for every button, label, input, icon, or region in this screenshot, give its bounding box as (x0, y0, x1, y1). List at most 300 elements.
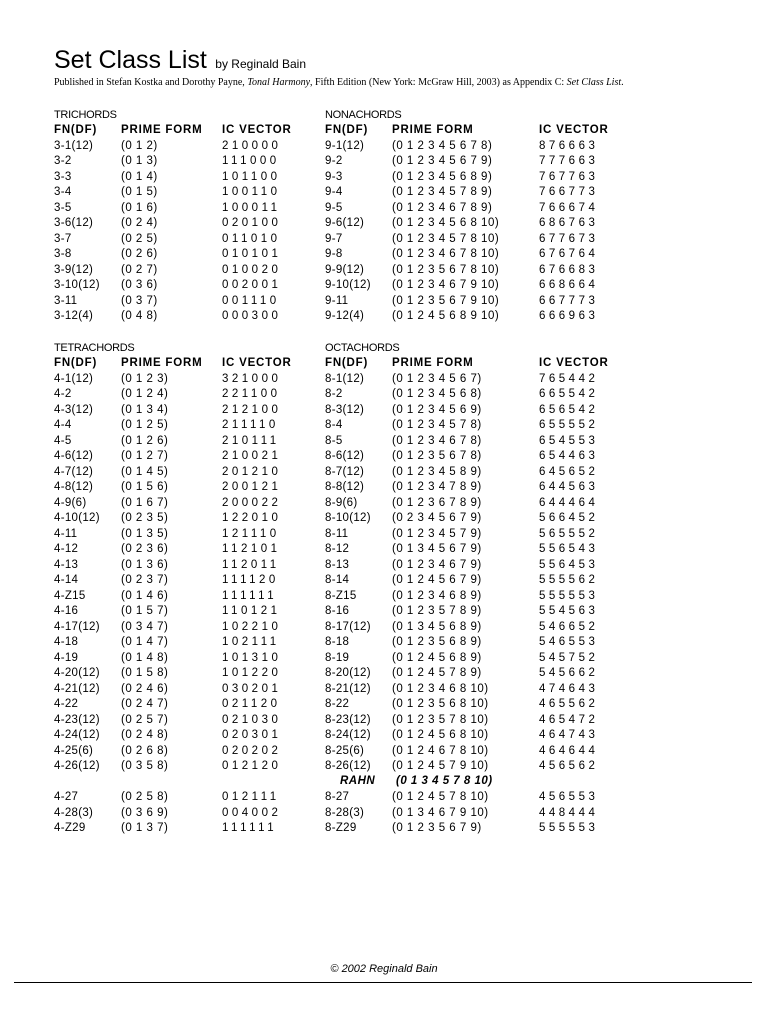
forte-name: 8-22 (325, 698, 350, 710)
prime-form: (0 1 2 3 4 6 8 9) (392, 589, 482, 602)
set-class-row (54, 744, 354, 760)
prime-form: (0 1 3 7) (121, 822, 169, 834)
prime-form: (0 3 6) (121, 279, 158, 291)
forte-name: 4-1(12) (54, 372, 94, 385)
forte-name: 8-6(12) (325, 450, 365, 462)
prime-form: (0 1 2 4 5 6 8 10) (392, 729, 489, 741)
forte-name: 4-19 (54, 651, 79, 664)
prime-form: (0 1 2 3 6 7 8 9) (392, 496, 482, 509)
prime-form: (0 1 2 3 4 5 7 8 9) (392, 186, 493, 198)
forte-name: 4-24(12) (54, 729, 100, 741)
set-class-row (54, 589, 354, 605)
forte-name: 4-16 (54, 605, 79, 617)
prime-form: (0 1 2 3 4 5 6 8 9) (392, 170, 493, 183)
ic-vector: 010101 (222, 248, 282, 260)
prime-form: (0 1 3 4 5 6 8 9) (392, 620, 482, 633)
ic-vector: 546652 (539, 620, 599, 633)
prime-form: (0 1 2 3 4 6 7 8) (392, 434, 482, 447)
ic-vector: 211110 (222, 419, 279, 431)
set-class-row (54, 263, 354, 279)
ic-vector: 212100 (222, 403, 282, 416)
forte-name: 4-12 (54, 543, 79, 555)
prime-form: (0 2 7) (121, 263, 158, 276)
prime-form: (0 1 2 3 4 5 6 7 8) (392, 139, 493, 152)
forte-name: 8-14 (325, 574, 350, 586)
set-class-row (54, 790, 354, 806)
tetrachords-section (54, 341, 354, 837)
ic-vector: 101220 (222, 667, 282, 679)
column-headers (54, 123, 354, 139)
set-class-row (54, 542, 354, 558)
forte-name: 8-3(12) (325, 403, 365, 416)
ic-vector: 102111 (222, 636, 280, 648)
set-class-row (325, 558, 625, 574)
forte-name: 8-7(12) (325, 465, 365, 478)
nonachords-section (325, 108, 625, 325)
ic-vector: 020202 (222, 744, 282, 757)
nonachords-label: NONACHORDS (325, 109, 402, 121)
set-class-row (325, 139, 625, 155)
set-class-row (325, 247, 625, 263)
prime-form: (0 1 2 3 5 6 7 9 10) (392, 294, 500, 307)
prime-form: (0 3 7) (121, 294, 158, 307)
set-class-row (325, 201, 625, 217)
set-class-row (325, 418, 625, 434)
ic-vector: 221100 (222, 388, 281, 400)
forte-name: 8-18 (325, 636, 350, 648)
ic-vector: 201210 (222, 465, 282, 478)
ic-vector: 666963 (539, 310, 599, 322)
forte-name: 8-27 (325, 791, 350, 803)
forte-name: 9-2 (325, 155, 343, 167)
ic-vector: 210000 (222, 139, 282, 152)
set-class-row (325, 728, 625, 744)
ic-vector: 321000 (222, 372, 282, 385)
set-class-row (54, 449, 354, 465)
octachords-label: OCTACHORDS (325, 342, 400, 354)
prime-form: (0 1 2 3 4 5 6 7) (392, 372, 482, 385)
forte-name: 4-9(6) (54, 496, 87, 509)
prime-form: (0 1 2 3 4 5 7 8) (392, 419, 482, 431)
forte-name: 9-9(12) (325, 263, 365, 276)
ic-vector: 101310 (222, 651, 282, 664)
ic-vector: 777663 (539, 155, 599, 167)
set-class-row (54, 434, 354, 450)
prime-form: (0 1 2 3 5 6 8 10) (392, 698, 489, 710)
prime-form: (0 1 2 3 4 5 6 8 10) (392, 217, 500, 229)
ic-vector: 200121 (222, 481, 282, 493)
prime-form: (0 2 4 7) (121, 698, 169, 710)
ic-vector: 676683 (539, 263, 599, 276)
prime-form: (0 1 4 6) (121, 589, 169, 602)
ic-vector: 456562 (539, 760, 599, 772)
set-class-row (325, 216, 625, 232)
prime-form: (0 1 5 7) (121, 605, 169, 617)
ic-vector: 112011 (222, 558, 280, 571)
prime-form: (0 1 2 3 4 7 8 9) (392, 481, 482, 493)
ic-vector: 200022 (222, 496, 282, 509)
header-fn: FN(DF) (54, 124, 98, 136)
set-class-row (325, 682, 625, 698)
forte-name: 8-17(12) (325, 620, 371, 633)
prime-form: (0 1 2 3 4 6 7 8 10) (392, 248, 500, 260)
set-class-row (325, 806, 625, 822)
ic-vector: 765442 (539, 372, 599, 385)
rahn-label: RAHN (340, 775, 376, 787)
ic-vector: 645652 (539, 465, 599, 478)
prime-form: (0 2 3 7) (121, 574, 169, 586)
forte-name: 8-Z29 (325, 822, 357, 834)
ic-vector: 011010 (222, 232, 281, 245)
ic-vector: 111111 (222, 589, 278, 602)
set-class-row (325, 790, 625, 806)
set-class-row (54, 806, 354, 822)
ic-vector: 100011 (222, 201, 281, 214)
forte-name: 8-4 (325, 419, 343, 431)
header-prime-form: PRIME FORM (121, 357, 203, 369)
prime-form: (0 1 4) (121, 170, 158, 183)
forte-name: 4-22 (54, 698, 79, 710)
forte-name: 8-10(12) (325, 512, 371, 524)
ic-vector: 111111 (222, 822, 278, 834)
forte-name: 4-4 (54, 419, 72, 431)
forte-name: 8-21(12) (325, 682, 371, 695)
ic-vector: 655552 (539, 419, 599, 431)
ic-vector: 111120 (222, 574, 279, 586)
set-class-row (54, 775, 354, 791)
prime-form: (0 1 2 4 5 6 7 9) (392, 574, 482, 586)
ic-vector: 556543 (539, 543, 599, 555)
forte-name: 4-27 (54, 791, 79, 803)
ic-vector: 101100 (222, 170, 281, 183)
ic-vector: 556453 (539, 558, 599, 571)
prime-form: (0 2 6 8) (121, 744, 169, 757)
ic-vector: 766773 (539, 186, 599, 198)
prime-form: (0 1 2 3 4 6 7 8 9) (392, 201, 493, 214)
forte-name: 9-7 (325, 232, 343, 245)
prime-form: (0 1 2 3 4 5 6 9) (392, 403, 482, 416)
forte-name: 4-5 (54, 434, 72, 447)
header-prime-form: PRIME FORM (392, 124, 474, 136)
prime-form: (0 2 6) (121, 248, 158, 260)
prime-form: (0 1 3 4 5 6 7 9) (392, 543, 482, 555)
prime-form: (0 2 4 8) (121, 729, 169, 741)
prime-form: (0 1 2 3 5 6 7 9) (392, 822, 482, 834)
forte-name: 3-6(12) (54, 217, 94, 229)
ic-vector: 464644 (539, 744, 599, 757)
prime-form: (0 2 4 6) (121, 682, 169, 695)
prime-form: (0 3 4 7) (121, 620, 169, 633)
pub-book: Tonal Harmony (247, 77, 311, 88)
column-headers (325, 356, 625, 372)
prime-form: (0 2 5) (121, 232, 158, 245)
forte-name: 3-2 (54, 155, 72, 167)
set-class-row (325, 403, 625, 419)
ic-vector: 456553 (539, 791, 599, 803)
forte-name: 9-11 (325, 294, 349, 307)
forte-name: 8-24(12) (325, 729, 371, 741)
prime-form: (0 1 2 3 4 5 7 8 10) (392, 232, 500, 245)
prime-form: (0 2 3 6) (121, 543, 169, 555)
forte-name: 3-4 (54, 186, 72, 198)
forte-name: 4-23(12) (54, 713, 100, 726)
ic-vector: 644563 (539, 481, 599, 493)
prime-form: (0 4 8) (121, 310, 158, 322)
forte-name: 8-23(12) (325, 713, 371, 726)
prime-form: (0 1 2 4 5 7 8 9) (392, 667, 482, 679)
set-class-row (54, 372, 354, 388)
forte-name: 9-8 (325, 248, 343, 260)
title-text: Set Class List (54, 46, 207, 74)
ic-vector: 555553 (539, 822, 599, 834)
ic-vector: 030201 (222, 682, 282, 695)
forte-name: 4-8(12) (54, 481, 94, 493)
forte-name: 4-14 (54, 574, 79, 586)
forte-name: 8-1(12) (325, 372, 365, 385)
ic-vector: 112101 (222, 543, 281, 555)
set-class-row (54, 604, 354, 620)
ic-vector: 021030 (222, 713, 282, 726)
ic-vector: 121110 (222, 527, 280, 540)
ic-vector: 210021 (222, 450, 282, 462)
set-class-row (325, 170, 625, 186)
prime-form: (0 1 2 3 5 6 7 8) (392, 450, 482, 462)
prime-form: (0 2 5 8) (121, 791, 169, 803)
ic-vector: 020301 (222, 729, 282, 741)
copyright-footer: © 2002 Reginald Bain (330, 963, 438, 975)
header-prime-form: PRIME FORM (121, 124, 203, 136)
set-class-row (54, 496, 354, 512)
header-fn: FN(DF) (325, 124, 369, 136)
prime-form: (0 1 2 3 4 5 6 7 9) (392, 155, 493, 167)
prime-form: (0 1 6) (121, 201, 158, 214)
ic-vector: 654553 (539, 434, 599, 447)
rahn-prime-form: (0 1 3 4 5 7 8 10) (396, 775, 493, 787)
set-class-row (54, 728, 354, 744)
set-class-row (54, 170, 354, 186)
forte-name: 8-20(12) (325, 667, 371, 679)
forte-name: 4-28(3) (54, 806, 94, 819)
ic-vector: 102210 (222, 620, 282, 633)
column-headers (54, 356, 354, 372)
prime-form: (0 1 2 3 5 7 8 9) (392, 605, 482, 617)
ic-vector: 210111 (222, 434, 280, 447)
header-ic-vector: IC VECTOR (539, 357, 609, 369)
set-class-row (54, 247, 354, 263)
set-class-row (54, 635, 354, 651)
set-class-row (54, 387, 354, 403)
set-class-row (54, 216, 354, 232)
forte-name: 4-26(12) (54, 760, 100, 772)
prime-form: (0 1 2 3) (121, 372, 169, 385)
ic-vector: 565552 (539, 527, 599, 540)
set-class-row (54, 201, 354, 217)
forte-name: 4-17(12) (54, 620, 100, 633)
set-class-row (325, 697, 625, 713)
ic-vector: 644464 (539, 496, 599, 509)
set-class-row (54, 232, 354, 248)
set-class-row (325, 465, 625, 481)
set-class-row (325, 309, 625, 325)
forte-name: 8-25(6) (325, 744, 365, 757)
prime-form: (0 2 3 4 5 6 7 9) (392, 512, 482, 524)
column-headers (325, 123, 625, 139)
prime-form: (0 1 2 6) (121, 434, 169, 447)
ic-vector: 546553 (539, 636, 599, 648)
forte-name: 4-6(12) (54, 450, 94, 462)
forte-name: 3-12(4) (54, 310, 94, 322)
prime-form: (0 1 3 4) (121, 403, 169, 416)
prime-form: (0 1 2 3 4 6 8 10) (392, 682, 489, 695)
ic-vector: 555562 (539, 574, 599, 586)
forte-name: 3-1(12) (54, 139, 94, 152)
forte-name: 4-10(12) (54, 512, 100, 524)
set-class-row (54, 309, 354, 325)
prime-form: (0 1 2 3 4 5 8 9) (392, 465, 482, 478)
set-class-row (54, 403, 354, 419)
forte-name: 9-10(12) (325, 279, 371, 291)
set-class-row (325, 713, 625, 729)
set-class-row (54, 697, 354, 713)
set-class-row (325, 372, 625, 388)
ic-vector: 465472 (539, 713, 599, 726)
set-class-row (54, 759, 354, 775)
prime-form: (0 1 2 4 5 6 8 9 10) (392, 310, 500, 322)
forte-name: 3-9(12) (54, 263, 94, 276)
ic-vector: 100110 (222, 186, 281, 198)
ic-vector: 767763 (539, 170, 599, 183)
forte-name: 8-12 (325, 543, 350, 555)
set-class-row (54, 465, 354, 481)
set-class-row (325, 154, 625, 170)
ic-vector: 676764 (539, 248, 599, 260)
ic-vector: 004002 (222, 806, 282, 819)
forte-name: 4-3(12) (54, 403, 94, 416)
forte-name: 9-4 (325, 186, 343, 198)
set-class-row (325, 232, 625, 248)
ic-vector: 010020 (222, 263, 282, 276)
forte-name: 4-13 (54, 558, 79, 571)
forte-name: 9-5 (325, 201, 343, 214)
forte-name: 3-7 (54, 232, 72, 245)
set-class-row (325, 759, 625, 775)
set-class-row (54, 480, 354, 496)
ic-vector: 465562 (539, 698, 599, 710)
octachords-section (325, 341, 625, 837)
ic-vector: 448444 (539, 806, 599, 819)
set-class-row (325, 573, 625, 589)
prime-form: (0 3 5 8) (121, 760, 169, 772)
forte-name: 8-13 (325, 558, 350, 571)
set-class-row (325, 511, 625, 527)
forte-name: 4-18 (54, 636, 79, 648)
set-class-row (54, 185, 354, 201)
forte-name: 9-1(12) (325, 139, 365, 152)
prime-form: (0 1 2 3 4 6 7 9 10) (392, 279, 500, 291)
prime-form: (0 1 2 4 5 6 8 9) (392, 651, 482, 664)
ic-vector: 545752 (539, 651, 599, 664)
prime-form: (0 1 2 3 4 5 7 9) (392, 527, 482, 540)
ic-vector: 566452 (539, 512, 599, 524)
ic-vector: 876663 (539, 139, 599, 152)
forte-name: 8-5 (325, 434, 343, 447)
set-class-row (325, 185, 625, 201)
set-class-row (325, 651, 625, 667)
set-class-row (54, 821, 354, 837)
footer-rule (14, 982, 752, 983)
forte-name: 3-11 (54, 294, 78, 307)
forte-name: 8-9(6) (325, 496, 358, 509)
forte-name: 4-2 (54, 388, 72, 400)
set-class-row (325, 744, 625, 760)
pub-prefix: Published in Stefan Kostka and Dorothy Payne, (54, 77, 248, 88)
forte-name: 4-Z29 (54, 822, 86, 834)
pub-suffix: . (621, 77, 624, 88)
ic-vector: 677673 (539, 232, 599, 245)
trichords-section (54, 108, 354, 325)
forte-name: 4-25(6) (54, 744, 94, 757)
forte-name: 9-3 (325, 170, 343, 183)
set-class-row (325, 480, 625, 496)
forte-name: 4-7(12) (54, 465, 94, 478)
prime-form: (0 1 5 8) (121, 667, 169, 679)
prime-form: (0 2 3 5) (121, 512, 169, 524)
ic-vector: 474643 (539, 682, 599, 695)
prime-form: (0 1 4 5) (121, 465, 169, 478)
forte-name: 3-8 (54, 248, 72, 260)
set-class-row (54, 666, 354, 682)
prime-form: (0 1 2 3 5 7 8 10) (392, 713, 489, 726)
forte-name: 8-19 (325, 651, 350, 664)
forte-name: 4-20(12) (54, 667, 100, 679)
ic-vector: 110121 (222, 605, 281, 617)
pub-middle: , Fifth Edition (New York: McGraw Hill, 2003) as Appendix C: (310, 77, 567, 88)
set-class-row (325, 620, 625, 636)
ic-vector: 000300 (222, 310, 282, 322)
prime-form: (0 1 2 4 6 7 8 10) (392, 744, 489, 757)
publication-note (54, 77, 624, 88)
forte-name: 3-3 (54, 170, 72, 183)
forte-name: 8-8(12) (325, 481, 365, 493)
forte-name: 4-21(12) (54, 682, 100, 695)
set-class-row (54, 558, 354, 574)
set-class-row (325, 449, 625, 465)
forte-name: 4-Z15 (54, 589, 86, 602)
forte-name: 3-10(12) (54, 279, 100, 291)
forte-name: 9-6(12) (325, 217, 365, 229)
set-class-row (325, 263, 625, 279)
ic-vector: 002001 (222, 279, 282, 291)
prime-form: (0 1 4 8) (121, 651, 169, 664)
prime-form: (0 2 4) (121, 217, 158, 229)
forte-name: 9-12(4) (325, 310, 365, 322)
set-class-row (325, 604, 625, 620)
forte-name: 8-28(3) (325, 806, 365, 819)
prime-form: (0 1 2) (121, 139, 158, 152)
trichords-label: TRICHORDS (54, 109, 117, 121)
set-class-row (54, 527, 354, 543)
set-class-row (325, 278, 625, 294)
forte-name: 8-2 (325, 388, 343, 400)
set-class-row (325, 542, 625, 558)
header-fn: FN(DF) (54, 357, 98, 369)
set-class-row (54, 154, 354, 170)
set-class-row (325, 589, 625, 605)
header-prime-form: PRIME FORM (392, 357, 474, 369)
prime-form: (0 1 2 7) (121, 450, 169, 462)
ic-vector: 766674 (539, 201, 599, 214)
set-class-row (325, 666, 625, 682)
